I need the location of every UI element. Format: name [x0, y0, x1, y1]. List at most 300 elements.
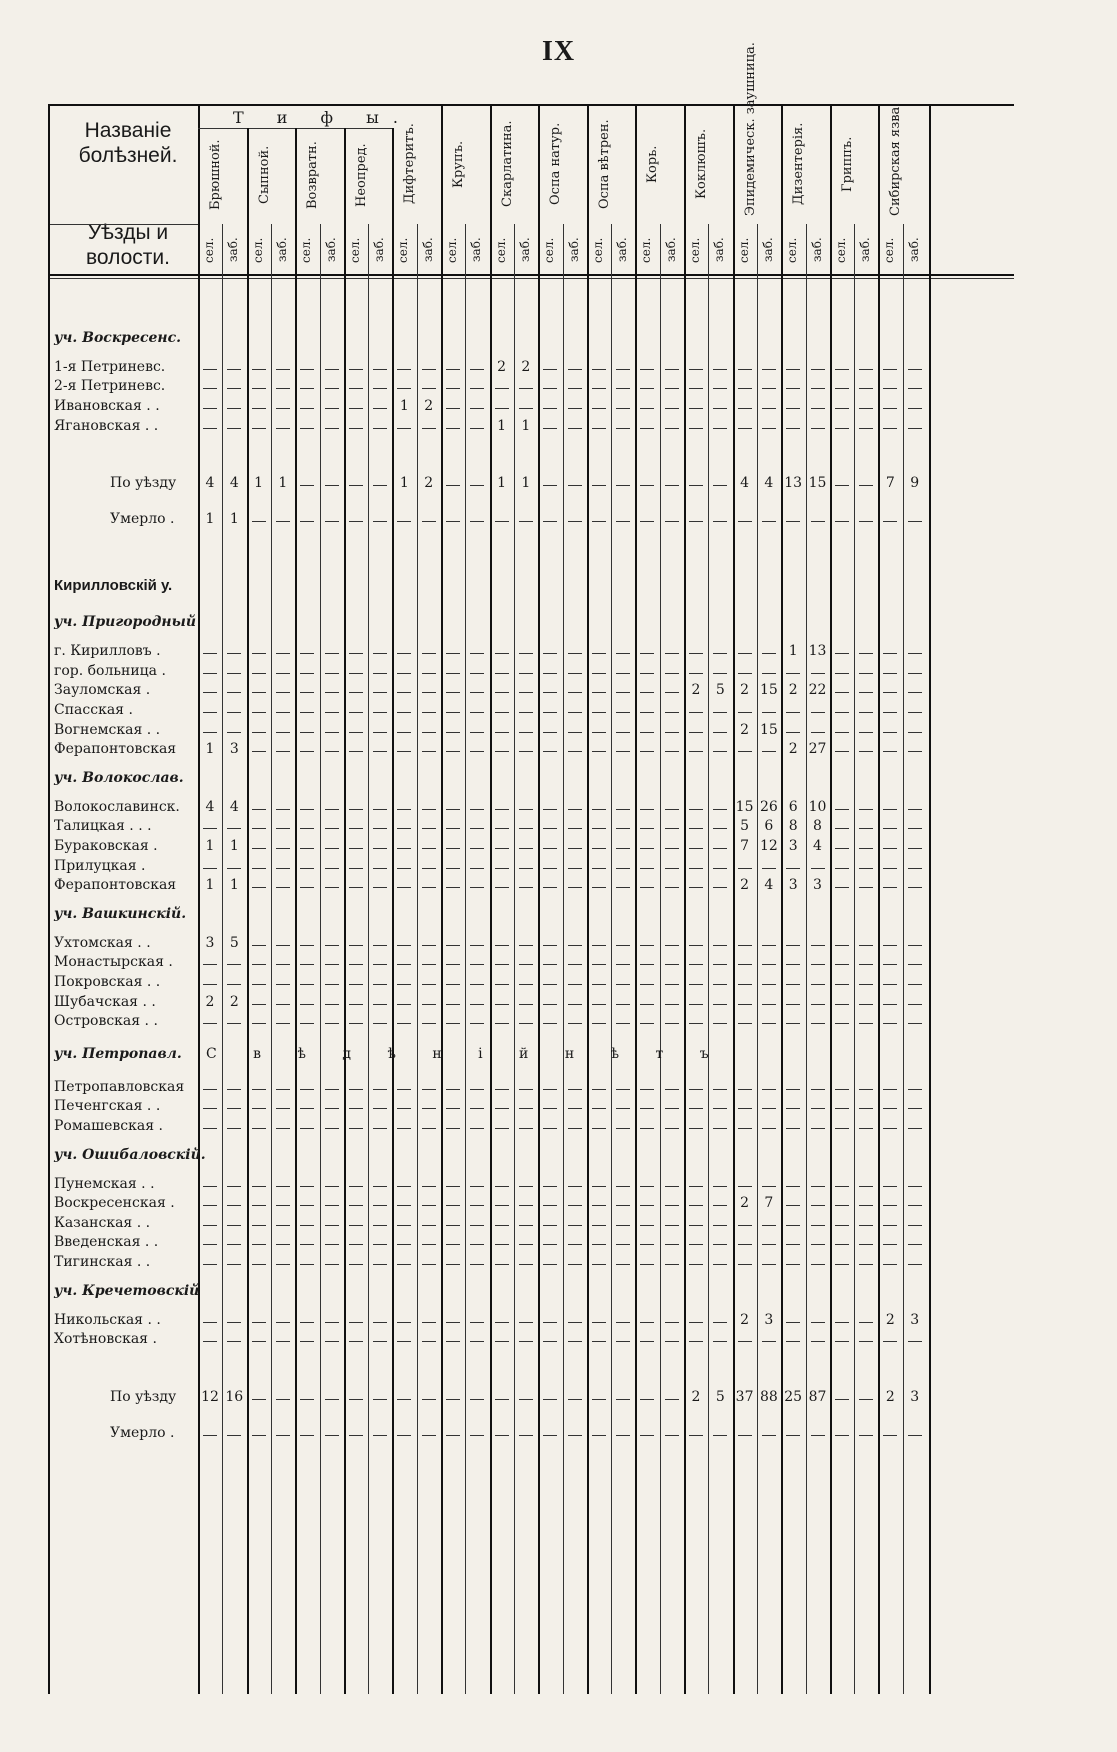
empty-dash: [373, 1341, 387, 1342]
empty-dash: [835, 1089, 849, 1090]
empty-dash: [665, 1108, 679, 1109]
cell-value: 1: [254, 475, 264, 492]
empty-dash: [470, 673, 484, 674]
empty-dash: [835, 1205, 849, 1206]
empty-dash: [640, 964, 654, 965]
empty-dash: [300, 1186, 314, 1187]
empty-dash: [883, 1205, 897, 1206]
row-label: Ухтомская . .: [54, 934, 151, 951]
cell-value: 12: [201, 1389, 219, 1405]
empty-dash: [883, 692, 897, 693]
empty-dash: [738, 521, 752, 522]
empty-dash: [568, 887, 582, 888]
cell-value: 2: [885, 1311, 895, 1328]
empty-dash: [470, 984, 484, 985]
cell-value: 3: [788, 877, 798, 894]
empty-dash: [713, 964, 727, 965]
empty-dash: [640, 1264, 654, 1265]
empty-dash: [835, 1244, 849, 1245]
empty-dash: [665, 1341, 679, 1342]
empty-dash: [300, 388, 314, 389]
empty-dash: [446, 945, 460, 946]
empty-dash: [519, 521, 533, 522]
empty-dash: [640, 521, 654, 522]
cell-value: 1: [399, 398, 409, 414]
empty-dash: [470, 1186, 484, 1187]
header-bottom-rule-2: [48, 278, 1014, 279]
empty-dash: [446, 485, 460, 486]
empty-dash: [325, 751, 339, 752]
empty-dash: [568, 521, 582, 522]
empty-dash: [762, 1128, 776, 1129]
col-sel-label: сел.: [590, 237, 605, 263]
empty-dash: [665, 1399, 679, 1400]
empty-dash: [568, 692, 582, 693]
empty-dash: [835, 1004, 849, 1005]
empty-dash: [762, 1435, 776, 1436]
column-line: [757, 224, 758, 1694]
empty-dash: [786, 428, 800, 429]
empty-dash: [883, 964, 897, 965]
empty-dash: [568, 485, 582, 486]
empty-dash: [835, 984, 849, 985]
cell-value: 1: [278, 475, 288, 492]
empty-dash: [349, 809, 363, 810]
empty-dash: [397, 1186, 411, 1187]
col-sel-label: сел.: [202, 237, 216, 263]
empty-dash: [422, 1322, 436, 1323]
empty-dash: [665, 369, 679, 370]
empty-dash: [859, 1244, 873, 1245]
empty-dash: [616, 388, 630, 389]
empty-dash: [276, 1435, 290, 1436]
empty-dash: [762, 369, 776, 370]
column-line: [878, 104, 880, 1694]
empty-dash: [883, 1089, 897, 1090]
empty-dash: [592, 1023, 606, 1024]
empty-dash: [568, 369, 582, 370]
column-line: [247, 128, 249, 1694]
empty-dash: [203, 1186, 217, 1187]
empty-dash: [568, 1205, 582, 1206]
empty-dash: [592, 848, 606, 849]
empty-dash: [811, 1341, 825, 1342]
row-label: г. Кирилловъ .: [54, 643, 161, 660]
empty-dash: [373, 1399, 387, 1400]
empty-dash: [300, 1108, 314, 1109]
empty-dash: [640, 828, 654, 829]
empty-dash: [859, 408, 873, 409]
empty-dash: [811, 1205, 825, 1206]
empty-dash: [203, 388, 217, 389]
empty-dash: [446, 848, 460, 849]
empty-dash: [227, 1089, 241, 1090]
empty-dash: [446, 1264, 460, 1265]
row-label: Талицкая . . .: [54, 818, 152, 835]
empty-dash: [422, 984, 436, 985]
empty-dash: [786, 732, 800, 733]
empty-dash: [859, 1004, 873, 1005]
empty-dash: [422, 732, 436, 733]
empty-dash: [616, 1186, 630, 1187]
empty-dash: [276, 369, 290, 370]
empty-dash: [252, 388, 266, 389]
empty-dash: [422, 1244, 436, 1245]
empty-dash: [252, 1108, 266, 1109]
empty-dash: [616, 1341, 630, 1342]
empty-dash: [300, 1128, 314, 1129]
empty-dash: [495, 1322, 509, 1323]
empty-dash: [470, 964, 484, 965]
empty-dash: [300, 1322, 314, 1323]
empty-dash: [811, 1004, 825, 1005]
empty-dash: [738, 1004, 752, 1005]
empty-dash: [276, 1264, 290, 1265]
empty-dash: [811, 868, 825, 869]
empty-dash: [446, 1128, 460, 1129]
empty-dash: [373, 653, 387, 654]
empty-dash: [446, 388, 460, 389]
empty-dash: [373, 809, 387, 810]
disease-header: Крупъ.: [451, 140, 466, 188]
empty-dash: [543, 828, 557, 829]
empty-dash: [592, 1004, 606, 1005]
empty-dash: [738, 984, 752, 985]
empty-dash: [300, 1435, 314, 1436]
empty-dash: [325, 408, 339, 409]
empty-dash: [786, 1244, 800, 1245]
empty-dash: [470, 1264, 484, 1265]
row-label: Тигинская . .: [54, 1254, 151, 1270]
empty-dash: [859, 945, 873, 946]
empty-dash: [397, 828, 411, 829]
empty-dash: [859, 809, 873, 810]
empty-dash: [325, 1205, 339, 1206]
empty-dash: [422, 1186, 436, 1187]
empty-dash: [227, 428, 241, 429]
empty-dash: [325, 1089, 339, 1090]
empty-dash: [227, 1435, 241, 1436]
empty-dash: [470, 408, 484, 409]
cell-value: 2: [691, 682, 701, 699]
empty-dash: [227, 1205, 241, 1206]
empty-dash: [811, 388, 825, 389]
empty-dash: [325, 692, 339, 693]
empty-dash: [325, 1341, 339, 1342]
empty-dash: [738, 1108, 752, 1109]
empty-dash: [227, 1186, 241, 1187]
empty-dash: [373, 408, 387, 409]
empty-dash: [835, 868, 849, 869]
empty-dash: [786, 1225, 800, 1226]
row-label: Ферапонтовская: [54, 741, 177, 758]
empty-dash: [811, 521, 825, 522]
empty-dash: [713, 1089, 727, 1090]
empty-dash: [640, 408, 654, 409]
disease-header: Дизентерія.: [791, 122, 807, 206]
empty-dash: [616, 653, 630, 654]
cell-value: 2: [424, 475, 434, 492]
left-border: [48, 104, 50, 1694]
empty-dash: [689, 428, 703, 429]
empty-dash: [713, 388, 727, 389]
empty-dash: [495, 828, 509, 829]
empty-dash: [665, 1205, 679, 1206]
empty-dash: [519, 1004, 533, 1005]
empty-dash: [543, 848, 557, 849]
empty-dash: [689, 1108, 703, 1109]
empty-dash: [446, 964, 460, 965]
empty-dash: [543, 1004, 557, 1005]
empty-dash: [252, 887, 266, 888]
empty-dash: [446, 1089, 460, 1090]
col-sel-label: сел.: [542, 237, 557, 263]
empty-dash: [568, 732, 582, 733]
empty-dash: [665, 751, 679, 752]
empty-dash: [325, 712, 339, 713]
empty-dash: [568, 1225, 582, 1226]
empty-dash: [543, 964, 557, 965]
empty-dash: [689, 868, 703, 869]
empty-dash: [446, 408, 460, 409]
empty-dash: [883, 1004, 897, 1005]
empty-dash: [835, 388, 849, 389]
cell-value: 2: [691, 1389, 701, 1405]
empty-dash: [446, 1225, 460, 1226]
empty-dash: [568, 1004, 582, 1005]
empty-dash: [422, 1341, 436, 1342]
column-line: [660, 224, 661, 1694]
empty-dash: [640, 751, 654, 752]
empty-dash: [543, 408, 557, 409]
right-border: [929, 104, 931, 1694]
empty-dash: [543, 712, 557, 713]
empty-dash: [689, 848, 703, 849]
empty-dash: [713, 809, 727, 810]
cell-value: 2: [740, 721, 750, 738]
empty-dash: [397, 673, 411, 674]
empty-dash: [908, 388, 922, 389]
empty-dash: [616, 485, 630, 486]
empty-dash: [373, 1108, 387, 1109]
empty-dash: [300, 673, 314, 674]
empty-dash: [397, 848, 411, 849]
empty-dash: [300, 848, 314, 849]
row-label: Ягановская . .: [54, 417, 159, 434]
empty-dash: [325, 1108, 339, 1109]
empty-dash: [883, 1225, 897, 1226]
empty-dash: [543, 1108, 557, 1109]
empty-dash: [811, 1435, 825, 1436]
empty-dash: [811, 945, 825, 946]
empty-dash: [276, 751, 290, 752]
empty-dash: [665, 887, 679, 888]
empty-dash: [349, 692, 363, 693]
empty-dash: [227, 868, 241, 869]
empty-dash: [713, 1004, 727, 1005]
column-line: [806, 224, 807, 1694]
empty-dash: [227, 653, 241, 654]
empty-dash: [446, 1322, 460, 1323]
empty-dash: [738, 408, 752, 409]
empty-dash: [446, 653, 460, 654]
column-line: [320, 224, 321, 1694]
empty-dash: [640, 1004, 654, 1005]
empty-dash: [859, 692, 873, 693]
empty-dash: [252, 984, 266, 985]
cell-value: 1: [205, 877, 215, 894]
empty-dash: [349, 1128, 363, 1129]
empty-dash: [470, 1322, 484, 1323]
empty-dash: [203, 369, 217, 370]
empty-dash: [908, 1225, 922, 1226]
empty-dash: [689, 1341, 703, 1342]
section-label: Кирилловскій у.: [54, 577, 173, 595]
empty-dash: [519, 848, 533, 849]
empty-dash: [422, 1023, 436, 1024]
empty-dash: [786, 1322, 800, 1323]
empty-dash: [665, 388, 679, 389]
empty-dash: [422, 1264, 436, 1265]
empty-dash: [252, 1341, 266, 1342]
empty-dash: [300, 692, 314, 693]
empty-dash: [203, 1322, 217, 1323]
empty-dash: [908, 521, 922, 522]
empty-dash: [397, 984, 411, 985]
empty-dash: [908, 868, 922, 869]
row-label: Никольская . .: [54, 1311, 161, 1328]
empty-dash: [495, 848, 509, 849]
empty-dash: [397, 712, 411, 713]
empty-dash: [203, 868, 217, 869]
empty-dash: [470, 388, 484, 389]
disease-header: Коклюшъ.: [694, 128, 709, 200]
empty-dash: [689, 809, 703, 810]
col-zab-label: заб.: [469, 237, 484, 263]
empty-dash: [835, 1264, 849, 1265]
empty-dash: [470, 1341, 484, 1342]
empty-dash: [835, 751, 849, 752]
empty-dash: [519, 1341, 533, 1342]
empty-dash: [786, 964, 800, 965]
empty-dash: [616, 1128, 630, 1129]
empty-dash: [325, 1399, 339, 1400]
empty-dash: [786, 521, 800, 522]
empty-dash: [859, 369, 873, 370]
empty-dash: [397, 732, 411, 733]
empty-dash: [276, 428, 290, 429]
empty-dash: [422, 848, 436, 849]
empty-dash: [835, 1399, 849, 1400]
empty-dash: [252, 1205, 266, 1206]
empty-dash: [543, 1023, 557, 1024]
empty-dash: [519, 984, 533, 985]
empty-dash: [543, 732, 557, 733]
empty-dash: [300, 1341, 314, 1342]
empty-dash: [300, 732, 314, 733]
empty-dash: [470, 712, 484, 713]
disease-header: Сыпной.: [256, 145, 272, 205]
empty-dash: [616, 828, 630, 829]
empty-dash: [349, 848, 363, 849]
empty-dash: [665, 428, 679, 429]
empty-dash: [349, 1322, 363, 1323]
empty-dash: [762, 1244, 776, 1245]
empty-dash: [665, 868, 679, 869]
empty-dash: [349, 1089, 363, 1090]
row-label: Зауломская .: [54, 682, 151, 699]
empty-dash: [252, 692, 266, 693]
empty-dash: [713, 1435, 727, 1436]
empty-dash: [446, 692, 460, 693]
empty-dash: [592, 1399, 606, 1400]
disease-header: Гриппъ.: [839, 136, 855, 192]
empty-dash: [713, 1264, 727, 1265]
section-label: уч. Кречетовскій: [54, 1282, 200, 1299]
empty-dash: [349, 1186, 363, 1187]
empty-dash: [227, 984, 241, 985]
empty-dash: [883, 809, 897, 810]
empty-dash: [592, 1225, 606, 1226]
empty-dash: [811, 1108, 825, 1109]
empty-dash: [908, 369, 922, 370]
empty-dash: [713, 712, 727, 713]
empty-dash: [640, 732, 654, 733]
cell-value: 3: [788, 838, 798, 854]
empty-dash: [373, 388, 387, 389]
col-zab-label: заб.: [906, 237, 921, 263]
column-line: [563, 224, 564, 1694]
empty-dash: [616, 692, 630, 693]
empty-dash: [859, 1023, 873, 1024]
empty-dash: [762, 1186, 776, 1187]
col-sel-label: сел.: [785, 237, 800, 263]
empty-dash: [543, 673, 557, 674]
empty-dash: [276, 1205, 290, 1206]
empty-dash: [568, 1322, 582, 1323]
empty-dash: [276, 945, 290, 946]
empty-dash: [689, 828, 703, 829]
empty-dash: [883, 521, 897, 522]
empty-dash: [276, 521, 290, 522]
cell-value: 1: [521, 417, 531, 434]
empty-dash: [908, 945, 922, 946]
empty-dash: [203, 408, 217, 409]
empty-dash: [859, 1322, 873, 1323]
empty-dash: [811, 1128, 825, 1129]
empty-dash: [446, 1004, 460, 1005]
empty-dash: [640, 868, 654, 869]
empty-dash: [325, 388, 339, 389]
empty-dash: [446, 369, 460, 370]
empty-dash: [325, 848, 339, 849]
empty-dash: [616, 1108, 630, 1109]
empty-dash: [835, 848, 849, 849]
empty-dash: [616, 1244, 630, 1245]
empty-dash: [786, 408, 800, 409]
empty-dash: [713, 984, 727, 985]
empty-dash: [665, 408, 679, 409]
empty-dash: [738, 369, 752, 370]
empty-dash: [252, 1023, 266, 1024]
empty-dash: [811, 428, 825, 429]
empty-dash: [519, 828, 533, 829]
header-uezd-line1: Уѣзды и: [87, 221, 169, 244]
empty-dash: [373, 712, 387, 713]
cell-value: 5: [715, 1389, 725, 1405]
empty-dash: [835, 1186, 849, 1187]
empty-dash: [713, 868, 727, 869]
